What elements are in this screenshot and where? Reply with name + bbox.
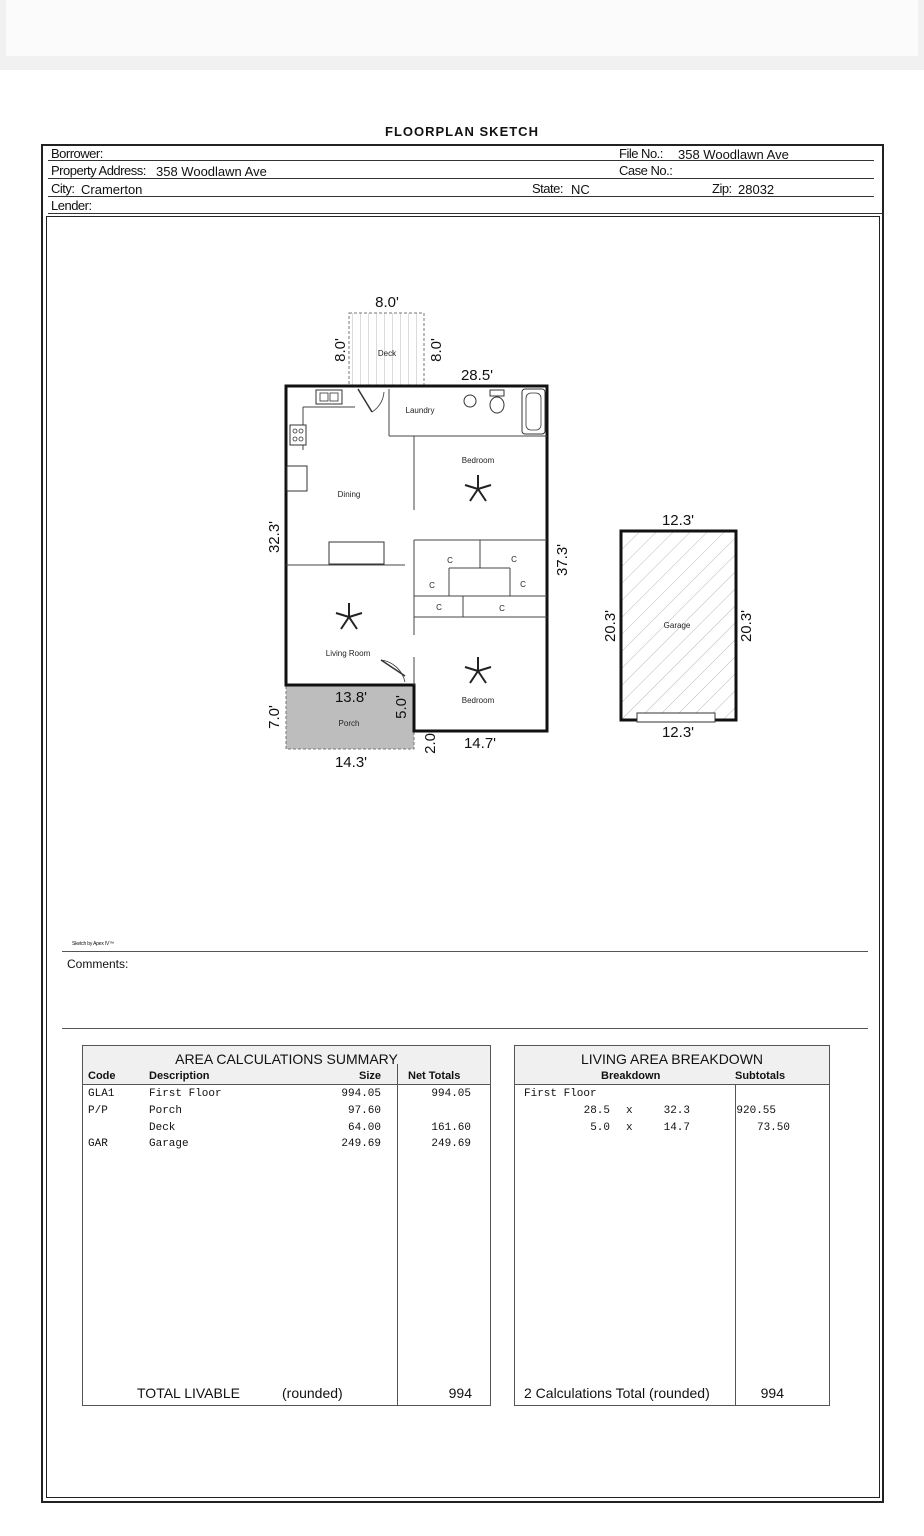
zip-label: Zip: [712, 181, 732, 196]
dim-label: 7.0' [266, 705, 283, 729]
door-swing [358, 389, 372, 412]
dim-label: 8.0' [428, 338, 445, 362]
comments-divider [62, 951, 868, 952]
table-cell: P/P [88, 1105, 108, 1117]
toilet-bowl-icon [490, 397, 504, 413]
city-label: City: [51, 181, 75, 196]
table-cell: Porch [149, 1105, 183, 1117]
total-livable-value: 994 [448, 1385, 472, 1401]
interior-walls [286, 389, 547, 685]
table-cell: 249.69 [341, 1138, 381, 1150]
table-cell: 5.0 [590, 1122, 610, 1134]
closet-label: C [511, 555, 517, 564]
table-cell: x [626, 1122, 633, 1134]
dim-label: 28.5' [460, 367, 494, 384]
calculations-total-value: 994 [760, 1385, 784, 1401]
toilet-tank-icon [490, 390, 504, 396]
col-header-net-totals: Net Totals [408, 1070, 461, 1082]
table-cell: GLA1 [88, 1088, 115, 1100]
closet-label: C [436, 603, 442, 612]
calculations-total-label: 2 Calculations Total (rounded) [524, 1385, 710, 1401]
col-header-breakdown: Breakdown [601, 1070, 661, 1082]
house-outline [286, 386, 547, 731]
dim-label: 2.0' [422, 730, 439, 754]
ceiling-fan-icon [336, 603, 362, 629]
table-cell: Garage [149, 1138, 189, 1150]
table-rule [82, 1084, 491, 1085]
table-cell: 994.05 [431, 1088, 471, 1100]
form-title: FLOORPLAN SKETCH [385, 124, 539, 139]
dim-label: 12.3' [661, 724, 695, 741]
total-rounded-label: (rounded) [282, 1385, 343, 1401]
dim-label: 14.3' [334, 754, 368, 771]
living-area-title: LIVING AREA BREAKDOWN [580, 1051, 764, 1067]
table-cell: GAR [88, 1138, 108, 1150]
room-label-living-room: Living Room [325, 649, 371, 658]
breakdown-section: First Floor [524, 1088, 597, 1100]
table-cell: 97.60 [347, 1105, 381, 1117]
column-divider [397, 1064, 398, 1406]
table-cell: 14.7 [663, 1122, 690, 1134]
city-value: Cramerton [81, 182, 143, 197]
table-cell: 920.55 [736, 1105, 776, 1117]
file-no-label: File No.: [619, 146, 663, 161]
island-counter [329, 542, 384, 564]
closet-label: C [447, 556, 453, 565]
sketch-credit: Sketch by Apex IV™ [72, 941, 114, 947]
table-cell: 32.3 [663, 1105, 690, 1117]
dim-label: 20.3' [738, 609, 755, 643]
stove-icon [290, 425, 306, 445]
table-cell: First Floor [149, 1088, 222, 1100]
table-cell: 73.50 [756, 1122, 790, 1134]
table-cell: 994.05 [341, 1088, 381, 1100]
bathtub-icon [522, 389, 545, 434]
address-value: 358 Woodlawn Ave [156, 164, 267, 179]
garage-door [637, 713, 715, 722]
dim-label: 12.3' [661, 512, 695, 529]
table-cell: x [626, 1105, 633, 1117]
col-header-subtotals: Subtotals [735, 1070, 786, 1082]
room-label-garage: Garage [663, 621, 691, 630]
closet-label: C [429, 581, 435, 590]
area-summary-title: AREA CALCULATIONS SUMMARY [175, 1051, 398, 1067]
dim-label: 37.3' [554, 543, 571, 577]
table-cell: 161.60 [431, 1122, 471, 1134]
comments-divider [62, 1028, 868, 1029]
dim-label: 5.0' [393, 695, 410, 719]
room-label-porch: Porch [338, 719, 360, 728]
table-cell: 28.5 [583, 1105, 610, 1117]
ceiling-fan-icon [465, 657, 491, 683]
bath-sink-icon [464, 395, 476, 407]
table-rule [514, 1084, 830, 1085]
dim-label: 14.7' [463, 735, 497, 752]
closet-label: C [520, 580, 526, 589]
file-no-value: 358 Woodlawn Ave [678, 147, 789, 162]
room-label-bedroom: Bedroom [461, 696, 495, 705]
table-cell: 64.00 [347, 1122, 381, 1134]
col-header-code: Code [88, 1070, 116, 1082]
state-label: State: [532, 181, 563, 196]
dim-label: 8.0' [332, 338, 349, 362]
lender-label: Lender: [51, 198, 92, 213]
dim-label: 8.0' [375, 294, 399, 311]
ceiling-fan-icon [465, 475, 491, 501]
dim-label: 32.3' [266, 520, 283, 554]
total-livable-label: TOTAL LIVABLE [137, 1385, 240, 1401]
borrower-label: Borrower: [51, 146, 103, 161]
room-label-laundry: Laundry [405, 406, 435, 415]
dim-label: 20.3' [602, 609, 619, 643]
zip-value: 28032 [738, 182, 775, 197]
address-label: Property Address: [51, 163, 146, 178]
room-label-deck: Deck [377, 349, 397, 358]
col-header-description: Description [149, 1070, 210, 1082]
closet-label: C [499, 604, 505, 613]
table-cell: 249.69 [431, 1138, 471, 1150]
fridge-icon [287, 466, 307, 491]
room-label-bedroom: Bedroom [461, 456, 495, 465]
room-label-dining: Dining [337, 490, 361, 499]
dim-label: 13.8' [334, 689, 368, 706]
comments-label: Comments: [67, 957, 129, 971]
state-value: NC [571, 182, 590, 197]
case-no-label: Case No.: [619, 163, 673, 178]
col-header-size: Size [359, 1070, 382, 1082]
table-cell: Deck [149, 1122, 176, 1134]
